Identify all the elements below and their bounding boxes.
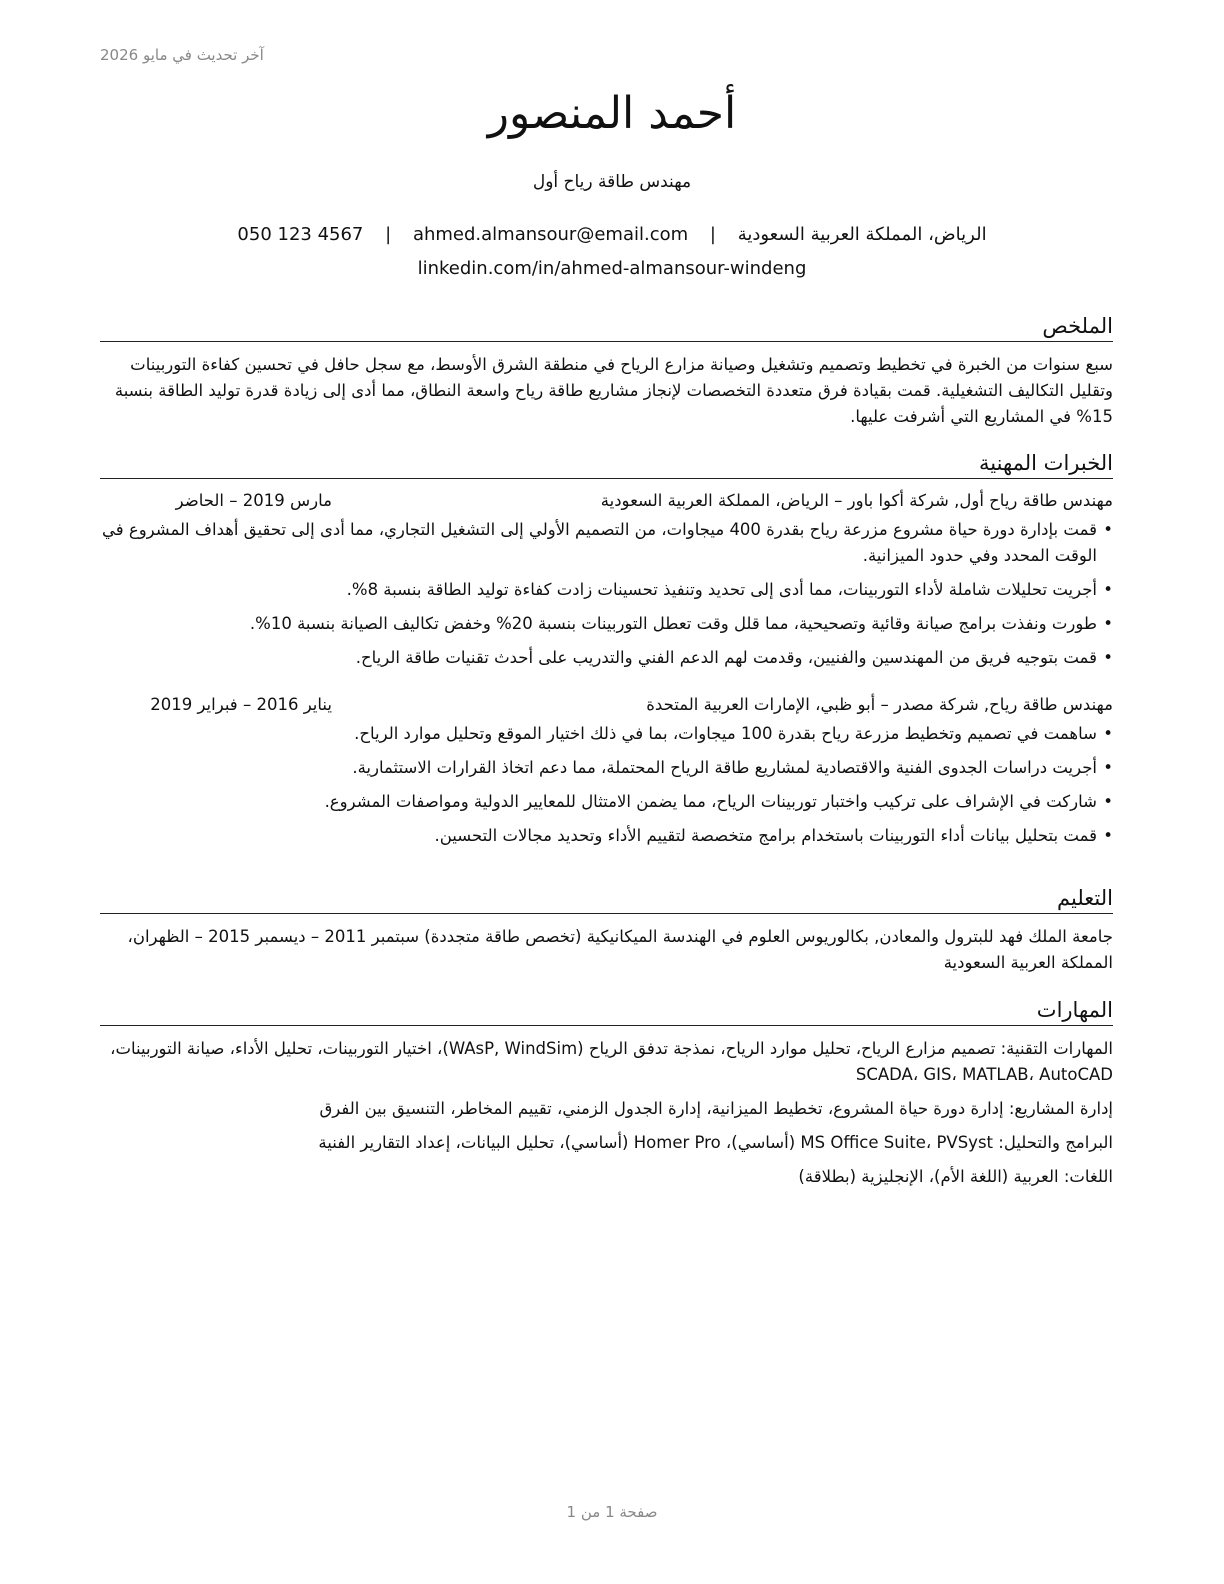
candidate-title: مهندس طاقة رياح أول bbox=[532, 172, 692, 192]
skill-line: إدارة المشاريع: إدارة دورة حياة المشروع، تخطيط الميزانية، إدارة الجدول الزمني، تقييم المخاطر، التنسيق بين الفرق bbox=[319, 1099, 1113, 1118]
job-bullets bbox=[100, 517, 1113, 671]
summary-text: سبع سنوات من الخبرة في تخطيط وتصميم وتشغيل وصيانة مزارع الرياح في منطقة الشرق الأوسط، مع سجل حافل في تحسين كفاءة التوربينات وتقليل التكاليف التشغيلية. قمت بقيادة فرق متعددة التخصصات لإنجاز مشاريع طاقة رياح واسعة النطاق، مما أدى إلى زيادة قدرة توليد الطاقة بنسبة 15% في المشاريع التي أشرفت عليها. bbox=[114, 355, 1113, 426]
job-role-line: مهندس طاقة رياح أول, شركة أكوا باور – الرياض، المملكة العربية السعودية bbox=[600, 491, 1113, 510]
education-heading: التعليم bbox=[100, 884, 1113, 914]
contact-email[interactable]: ahmed.almansour@email.com bbox=[412, 224, 689, 245]
contact-location: الرياض، المملكة العربية السعودية bbox=[737, 224, 987, 245]
candidate-name: أحمد المنصور bbox=[487, 88, 737, 139]
summary-section bbox=[100, 312, 1113, 430]
job-bullet: • طورت ونفذت برامج صيانة وقائية وتصحيحية، مما قلل وقت تعطل التوربينات بنسبة 20% وخفض تكاليف الصيانة بنسبة 10%. bbox=[100, 611, 1113, 637]
linkedin-link[interactable]: linkedin.com/in/ahmed-almansour-windeng bbox=[417, 258, 807, 279]
job-bullet: • قمت بإدارة دورة حياة مشروع مزرعة رياح بقدرة 400 ميجاوات، من التصميم الأولي إلى التشغيل التجاري، مما أدى إلى تحقيق أهداف المشروع في الوقت المحدد وفي حدود الميزانية. bbox=[100, 517, 1113, 569]
job-bullet: • شاركت في الإشراف على تركيب واختبار توربينات الرياح، مما يضمن الامتثال للمعايير الدولية ومواصفات المشروع. bbox=[100, 789, 1113, 815]
job-entry bbox=[100, 489, 1113, 671]
education-section bbox=[100, 884, 1113, 976]
job-dates: يناير 2016 – فبراير 2019 bbox=[150, 695, 332, 714]
job-header bbox=[100, 489, 1113, 513]
skill-line: اللغات: العربية (اللغة الأم)، الإنجليزية (بطلاقة) bbox=[798, 1167, 1113, 1186]
page-number: صفحة 1 من 1 bbox=[566, 1503, 658, 1521]
job-entry bbox=[100, 693, 1113, 849]
contact-line bbox=[0, 224, 1224, 245]
last-updated-note: آخر تحديث في مايو 2026 bbox=[100, 46, 264, 64]
summary-heading: الملخص bbox=[100, 312, 1113, 342]
job-dates: مارس 2019 – الحاضر bbox=[175, 491, 332, 510]
job-bullet: • أجريت تحليلات شاملة لأداء التوربينات، مما أدى إلى تحديد وتنفيذ تحسينات زادت كفاءة توليد الطاقة بنسبة 8%. bbox=[100, 577, 1113, 603]
experience-heading: الخبرات المهنية bbox=[100, 449, 1113, 479]
job-header bbox=[100, 693, 1113, 717]
job-bullet: • قمت بتحليل بيانات أداء التوربينات باستخدام برامج متخصصة لتقييم الأداء وتحديد مجالات التحسين. bbox=[100, 823, 1113, 849]
skill-line: البرامج والتحليل: MS Office Suite، PVSyst (أساسي)، Homer Pro (أساسي)، تحليل البيانات، إعداد التقارير الفنية bbox=[318, 1133, 1113, 1152]
skills-section bbox=[100, 996, 1113, 1198]
job-bullet: • أجريت دراسات الجدوى الفنية والاقتصادية لمشاريع طاقة الرياح المحتملة، مما دعم اتخاذ القرارات الاستثمارية. bbox=[100, 755, 1113, 781]
experience-section bbox=[100, 449, 1113, 857]
job-bullet: • ساهمت في تصميم وتخطيط مزرعة رياح بقدرة 100 ميجاوات، بما في ذلك اختيار الموقع وتحليل موارد الرياح. bbox=[100, 721, 1113, 747]
skill-line: المهارات التقنية: تصميم مزارع الرياح، تحليل موارد الرياح، نمذجة تدفق الرياح (WAsP, WindSim)، اختيار التوربينات، تحليل الأداء، صيانة التوربينات، SCADA، GIS، MATLAB، AutoCAD bbox=[110, 1039, 1113, 1084]
skills-heading: المهارات bbox=[100, 996, 1113, 1026]
contact-separator: | bbox=[385, 224, 392, 245]
job-bullet: • قمت بتوجيه فريق من المهندسين والفنيين، وقدمت لهم الدعم الفني والتدريب على أحدث تقنيات طاقة الرياح. bbox=[100, 645, 1113, 671]
contact-separator: | bbox=[709, 224, 716, 245]
education-text: جامعة الملك فهد للبترول والمعادن, بكالوريوس العلوم في الهندسة الميكانيكية (تخصص طاقة متجددة) سبتمبر 2011 – ديسمبر 2015 – الظهران، المملكة العربية السعودية bbox=[127, 927, 1113, 972]
job-bullets bbox=[100, 721, 1113, 849]
job-role-line: مهندس طاقة رياح, شركة مصدر – أبو ظبي، الإمارات العربية المتحدة bbox=[646, 695, 1113, 714]
contact-phone[interactable]: 050 123 4567 bbox=[237, 224, 364, 245]
